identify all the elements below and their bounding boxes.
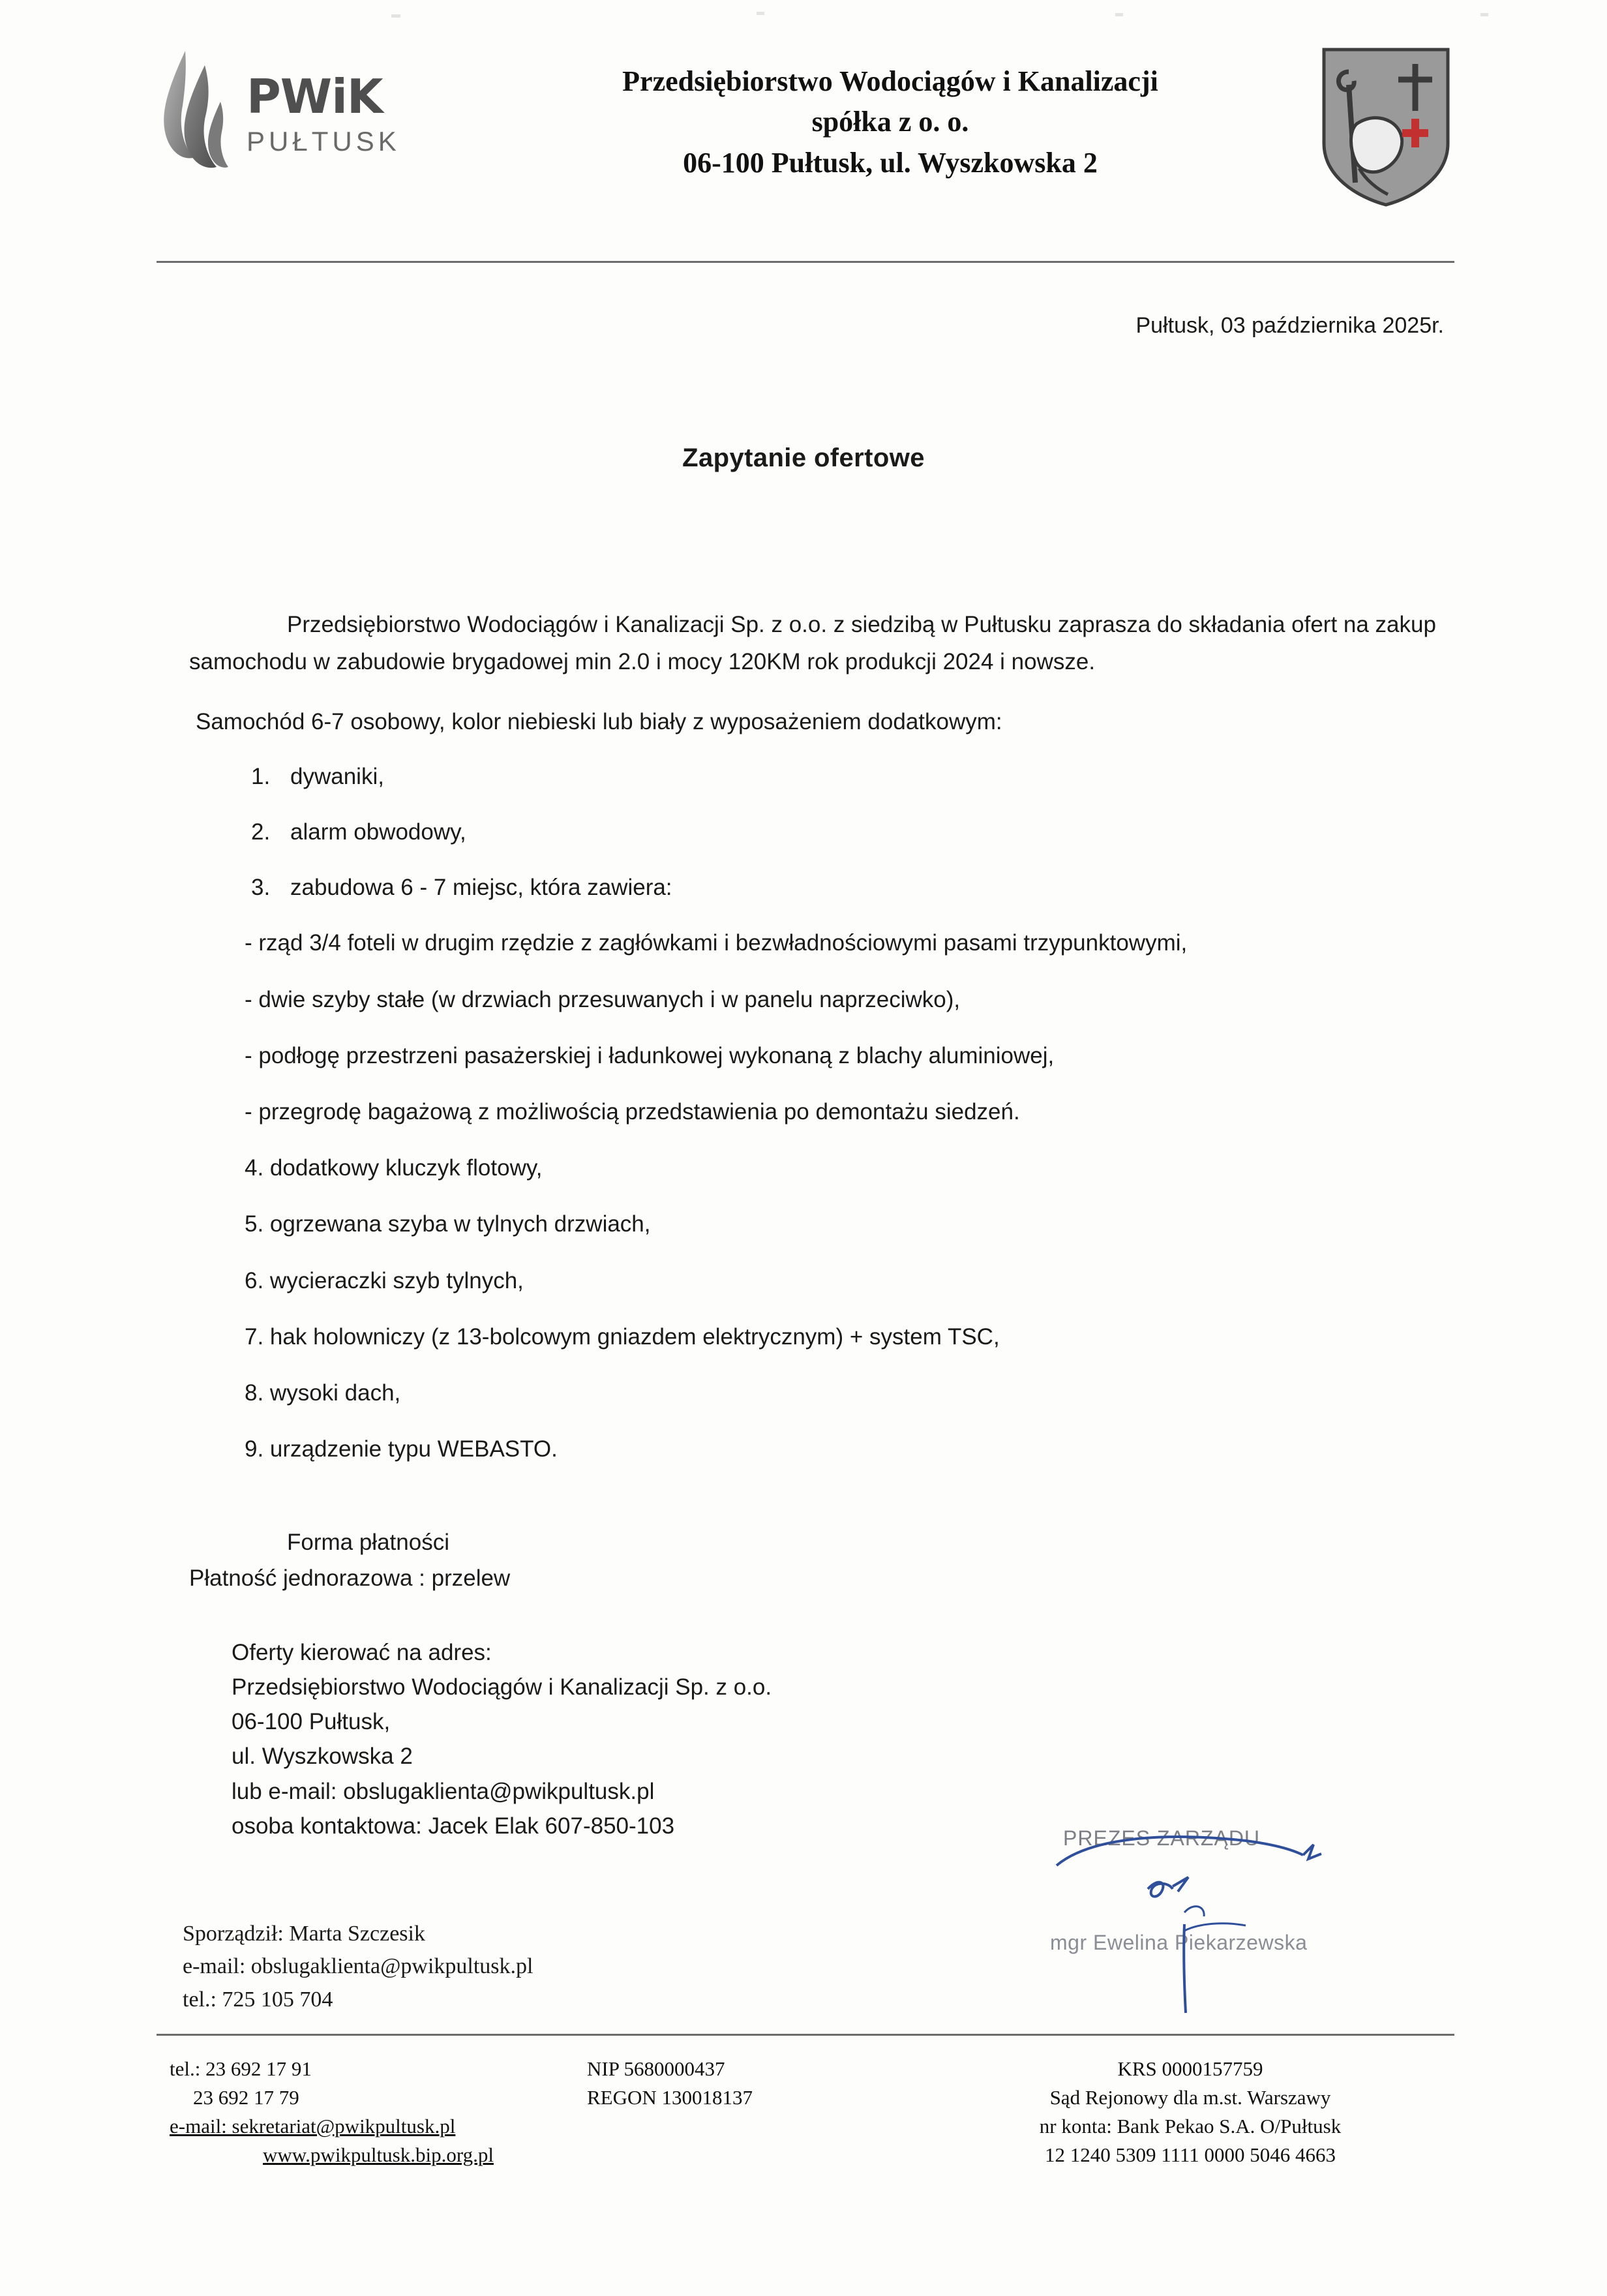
org-line-2: spółka z o. o. xyxy=(811,106,969,138)
footer-registry-column xyxy=(926,2055,1454,2169)
spacer xyxy=(189,907,1441,924)
list-item xyxy=(189,758,1441,796)
list-item: 7. hak holowniczy (z 13-bolcowym gniazdem elektrycznym) + system TSC, xyxy=(245,1323,1000,1350)
list-item: - rząd 3/4 foteli w drugim rzędzie z zagłówkami i bezwładnościowymi pasami trzypunktowymi, xyxy=(245,930,1188,956)
payment-heading: Forma płatności xyxy=(287,1530,449,1556)
address-email-line: lub e-mail: obslugaklienta@pwikpultusk.pl xyxy=(232,1778,655,1804)
footer-bank: nr konta: Bank Pekao S.A. O/Pułtusk xyxy=(1039,2115,1342,2138)
header-divider xyxy=(157,261,1454,263)
footer-account-number: 12 1240 5309 1111 0000 5046 4663 xyxy=(1044,2143,1336,2167)
list-item: - podłogę przestrzeni pasażerskiej i ładunkowej wykonaną z blachy aluminiowej, xyxy=(245,1042,1055,1068)
list-item: 6. wycieraczki szyb tylnych, xyxy=(245,1267,524,1293)
prepared-by-name: Sporządził: Marta Szczesik xyxy=(183,1922,425,1946)
footer-website-link[interactable]: www.pwikpultusk.bip.org.pl xyxy=(263,2143,494,2167)
company-logo xyxy=(157,46,463,183)
list-item: - przegrodę bagażową z możliwością przedstawienia po demontażu siedzeń. xyxy=(245,1099,1020,1125)
logo-title: PWiK xyxy=(247,69,383,124)
document-body xyxy=(189,607,1441,1843)
scan-speckle xyxy=(1115,13,1123,16)
org-line-1: Przedsiębiorstwo Wodociągów i Kanalizacji xyxy=(622,65,1158,97)
list-item-label: alarm obwodowy, xyxy=(290,819,466,845)
spacer xyxy=(189,687,1441,704)
address-line: Przedsiębiorstwo Wodociągów i Kanalizacji Sp. z o.o. xyxy=(232,1674,772,1700)
list-item-number: 1. xyxy=(251,764,271,790)
spacer xyxy=(189,1357,1441,1374)
spacer xyxy=(189,852,1441,869)
footer-email xyxy=(170,2112,587,2141)
list-item-label: dywaniki, xyxy=(290,764,384,790)
scan-speckle xyxy=(1480,13,1488,16)
signature-role-label: PREZES ZARZĄDU xyxy=(1063,1826,1261,1850)
spacer xyxy=(189,1413,1441,1430)
list-item: 8. wysoki dach, xyxy=(245,1380,401,1406)
prepared-by-phone: tel.: 725 105 704 xyxy=(183,1987,333,2012)
spacer xyxy=(189,1188,1441,1205)
prepared-by-email: e-mail: obslugaklienta@pwikpultusk.pl xyxy=(183,1954,533,1979)
date-line: Pułtusk, 03 października 2025r. xyxy=(1135,313,1444,338)
signature-name-label: mgr Ewelina Piekarzewska xyxy=(1050,1931,1308,1954)
scan-speckle xyxy=(757,12,764,15)
address-line: 06-100 Pułtusk, xyxy=(232,1709,391,1735)
org-line-3: 06-100 Pułtusk, ul. Wyszkowska 2 xyxy=(683,146,1098,179)
coat-of-arms-icon xyxy=(1317,46,1454,209)
footer-court: Sąd Rejonowy dla m.st. Warszawy xyxy=(1049,2086,1331,2109)
handwritten-signature-icon xyxy=(1050,1826,1363,2022)
footer-tax-column xyxy=(587,2055,926,2169)
intro-paragraph: Przedsiębiorstwo Wodociągów i Kanalizacji Sp. z o.o. z siedzibą w Pułtusku zaprasza do składania ofert na zakup samochodu w zabudowie brygadowej min 2.0 i mocy 120KM rok produkcji 2024 i nowsze. xyxy=(189,612,1436,674)
spacer xyxy=(189,741,1441,758)
subintro-paragraph: Samochód 6-7 osobowy, kolor niebieski lub biały z wyposażeniem dodatkowym: xyxy=(196,709,1002,735)
logo-wordmark xyxy=(247,69,400,157)
spacer xyxy=(189,1301,1441,1318)
footer-divider xyxy=(157,2034,1454,2036)
footer-phone-2: 23 692 17 79 xyxy=(193,2086,299,2109)
address-contact-line: osoba kontaktowa: Jacek Elak 607-850-103 xyxy=(232,1813,675,1839)
address-line: ul. Wyszkowska 2 xyxy=(232,1744,413,1770)
spacer xyxy=(189,963,1441,980)
footer-nip: NIP 5680000437 xyxy=(587,2057,725,2080)
footer-contact-column xyxy=(157,2055,587,2169)
footer-regon: REGON 130018137 xyxy=(587,2086,753,2109)
organization-title xyxy=(463,46,1317,183)
footer xyxy=(157,2055,1454,2169)
list-item xyxy=(189,869,1441,907)
footer-phone-1: tel.: 23 692 17 91 xyxy=(170,2057,312,2080)
list-item: 9. urządzenie typu WEBASTO. xyxy=(245,1436,558,1462)
spacer xyxy=(189,796,1441,813)
scan-speckle xyxy=(391,14,400,18)
prepared-by-block xyxy=(183,1918,533,2016)
list-item: 5. ogrzewana szyba w tylnych drzwiach, xyxy=(245,1211,651,1237)
spacer xyxy=(189,1245,1441,1261)
letterhead xyxy=(157,46,1454,209)
list-item-number: 2. xyxy=(251,819,271,845)
footer-krs: KRS 0000157759 xyxy=(1117,2057,1263,2080)
list-item: - dwie szyby stałe (w drzwiach przesuwanych i w panelu naprzeciwko), xyxy=(245,986,961,1012)
list-item-number: 3. xyxy=(251,874,271,900)
list-item: 4. dodatkowy kluczyk flotowy, xyxy=(245,1155,543,1181)
water-drop-icon xyxy=(157,46,235,183)
list-item-label: zabudowa 6 - 7 miejsc, która zawiera: xyxy=(290,874,672,900)
signature-block xyxy=(1050,1826,1363,2022)
spacer xyxy=(189,1596,1441,1635)
spacer xyxy=(189,1020,1441,1036)
footer-email-link[interactable]: e-mail: sekretariat@pwikpultusk.pl xyxy=(170,2115,456,2138)
list-item xyxy=(189,813,1441,852)
payment-detail: Płatność jednorazowa : przelew xyxy=(189,1565,511,1591)
page-title: Zapytanie ofertowe xyxy=(682,444,925,472)
spacer xyxy=(189,1132,1441,1149)
logo-subtitle: PUŁTUSK xyxy=(247,126,400,157)
spacer xyxy=(189,1076,1441,1093)
footer-website xyxy=(170,2141,587,2169)
address-line: Oferty kierować na adres: xyxy=(232,1639,492,1665)
spacer xyxy=(189,1469,1441,1525)
